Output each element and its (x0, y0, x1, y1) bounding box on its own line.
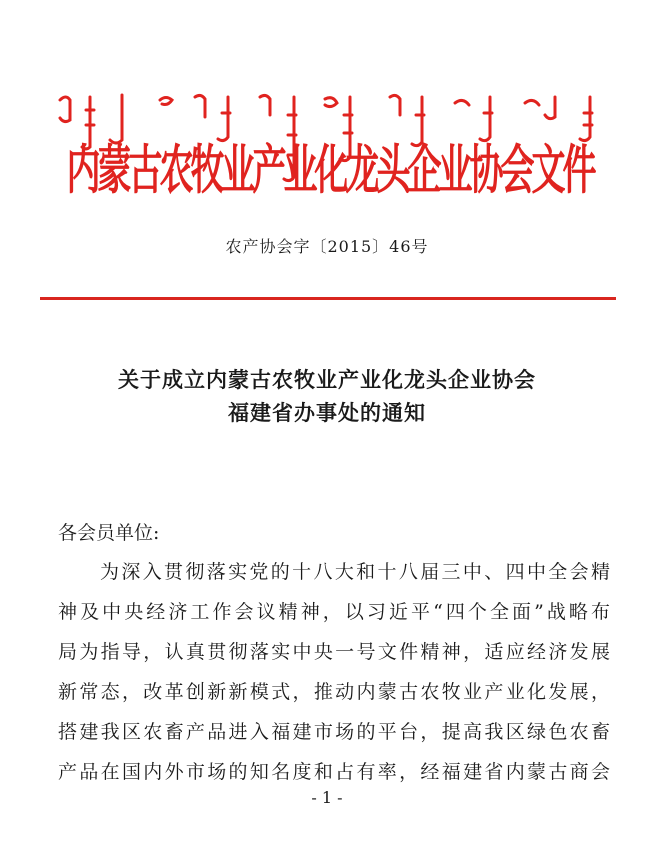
document-number: 农产协会字〔2015〕46号 (225, 237, 429, 256)
page-number: - 1 - (311, 788, 343, 807)
letterhead-title: 内蒙古农牧业产业化龙头企业协会文件 (66, 140, 594, 202)
body-line: 搭建我区农畜产品进入福建市场的平台，提高我区绿色农畜 (58, 721, 610, 743)
salutation: 各会员单位: (58, 522, 160, 544)
body-line: 神及中央经济工作会议精神，以习近平“四个全面”战略布 (58, 601, 610, 623)
notice-title-line-1: 关于成立内蒙古农牧业产业化龙头企业协会 (118, 368, 536, 392)
body-line: 局为指导，认真贯彻落实中央一号文件精神，适应经济发展 (58, 641, 610, 663)
body-line: 为深入贯彻落实党的十八大和十八届三中、四中全会精 (100, 561, 610, 583)
notice-title-line-2: 福建省办事处的通知 (228, 401, 426, 425)
red-divider (40, 297, 616, 300)
body-line: 产品在国内外市场的知名度和占有率，经福建省内蒙古商会 (58, 761, 610, 783)
body-line: 新常态，改革创新新模式，推动内蒙古农牧业产业化发展， (58, 681, 610, 703)
